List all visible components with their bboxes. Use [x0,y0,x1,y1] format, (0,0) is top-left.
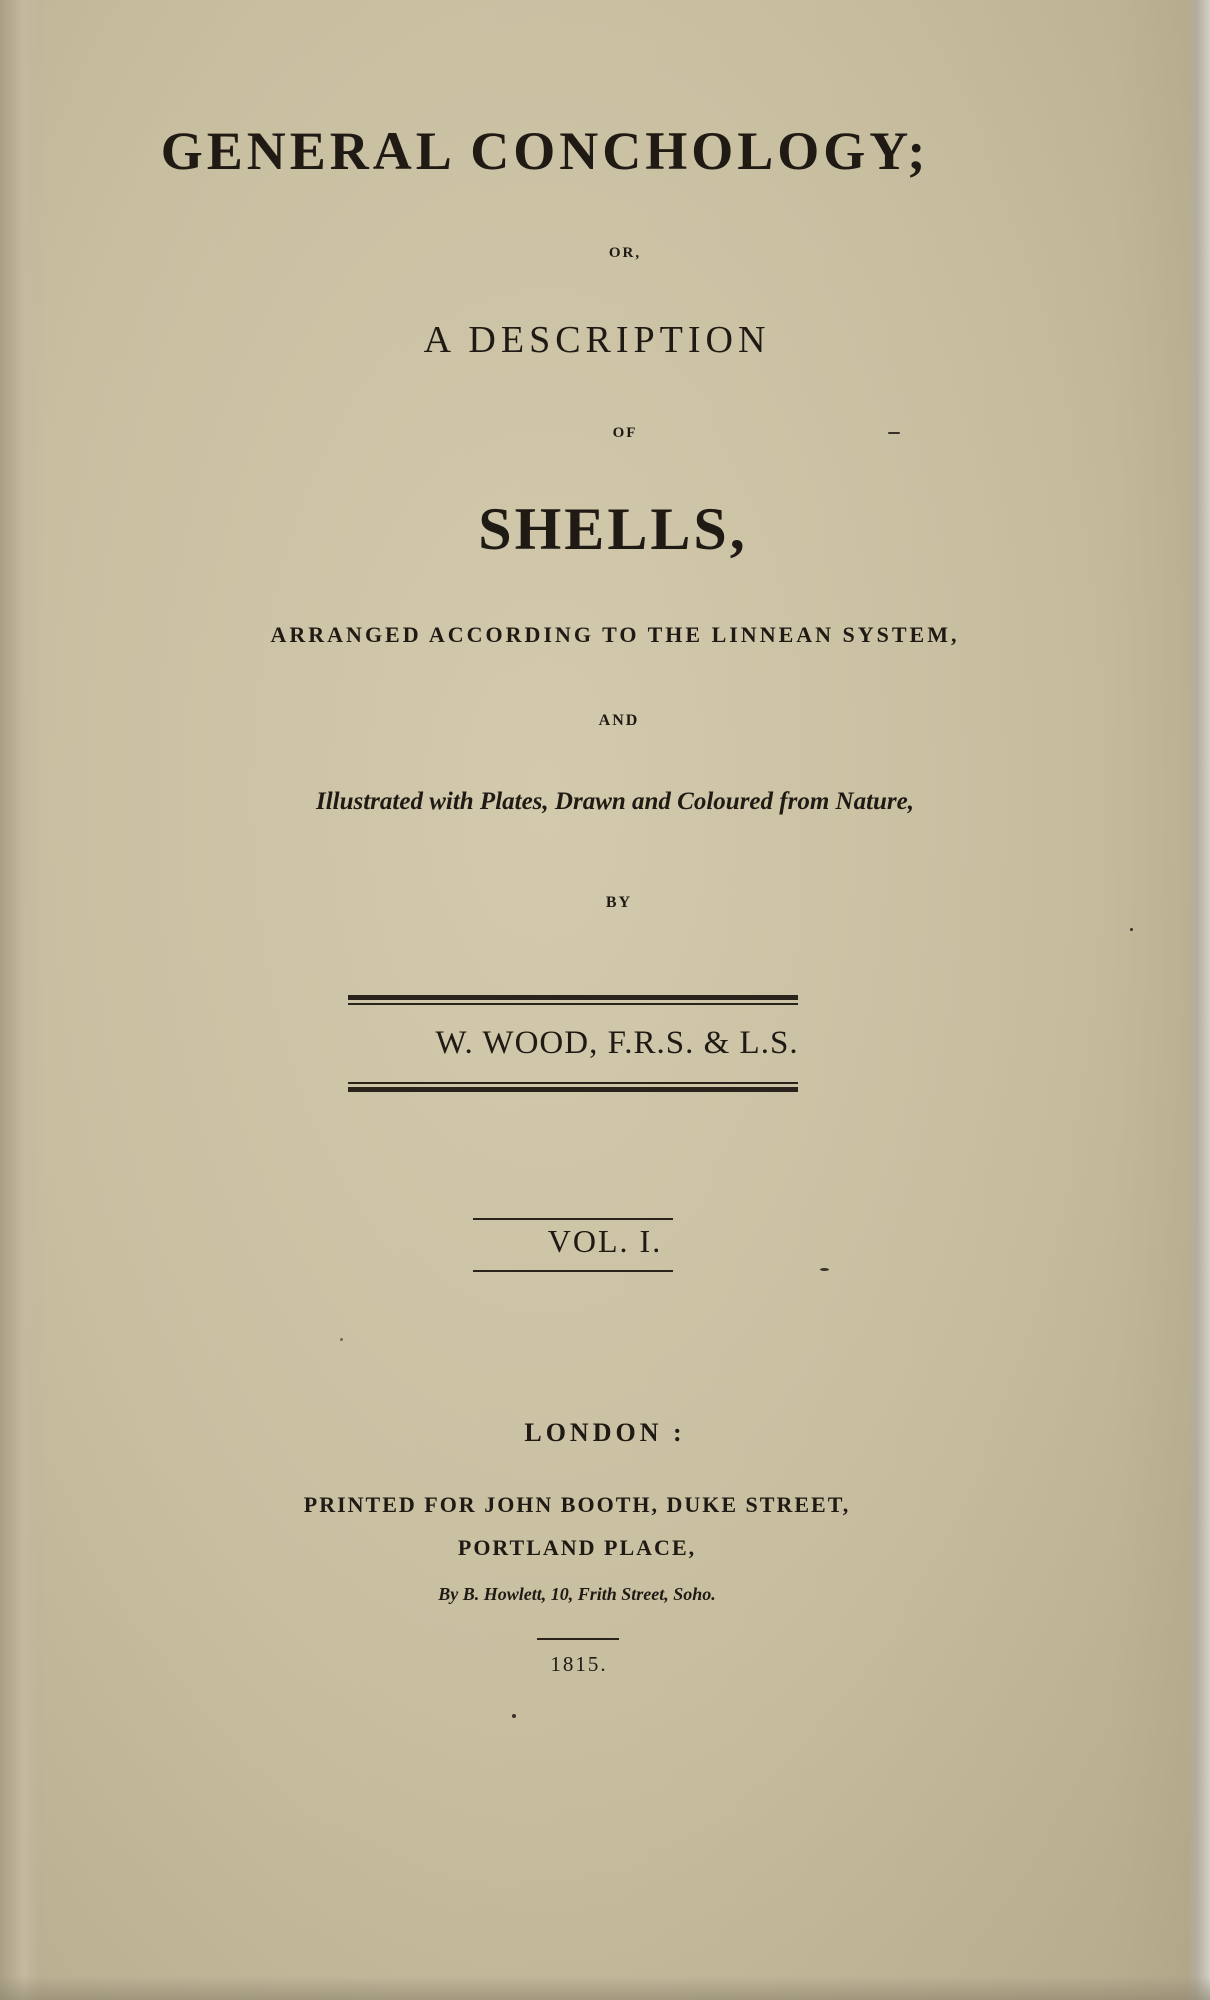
paper-speck [888,432,900,434]
volume-rule-bottom [473,1270,673,1272]
page-right-edge [1188,0,1210,2000]
imprint-publisher-line-1: PRINTED FOR JOHN BOOTH, DUKE STREET, [303,1492,851,1517]
volume-rule-top [473,1218,673,1220]
or-label: OR, [608,245,642,261]
author-rule-top [348,995,798,1005]
book-title: GENERAL CONCHOLOGY; [160,121,930,181]
author-name: W. WOOD, F.R.S. & L.S. [435,1025,799,1061]
volume-label: VOL. I. [547,1223,663,1259]
paper-speck [820,1268,829,1271]
of-label: OF [612,425,638,441]
year-rule [537,1638,619,1640]
illustration-line: Illustrated with Plates, Drawn and Coloured from Nature, [315,788,915,815]
page-bottom-edge [0,1976,1210,2000]
paper-speck [512,1714,516,1718]
by-label: BY [605,894,633,911]
imprint-year: 1815. [550,1652,608,1676]
paper-speck [340,1338,343,1341]
imprint-publisher-line-2: PORTLAND PLACE, [457,1535,697,1560]
subject-heading: SHELLS, [478,496,748,562]
paper-speck [1130,928,1133,931]
page-gutter-shadow [0,0,40,2000]
arrangement-line: ARRANGED ACCORDING TO THE LINNEAN SYSTEM, [270,622,960,647]
author-rule-bottom [348,1082,798,1092]
imprint-place: LONDON : [524,1418,686,1447]
description-line: A DESCRIPTION [423,319,771,361]
and-label: AND [598,712,640,729]
imprint-printer: By B. Howlett, 10, Frith Street, Soho. [438,1584,716,1604]
